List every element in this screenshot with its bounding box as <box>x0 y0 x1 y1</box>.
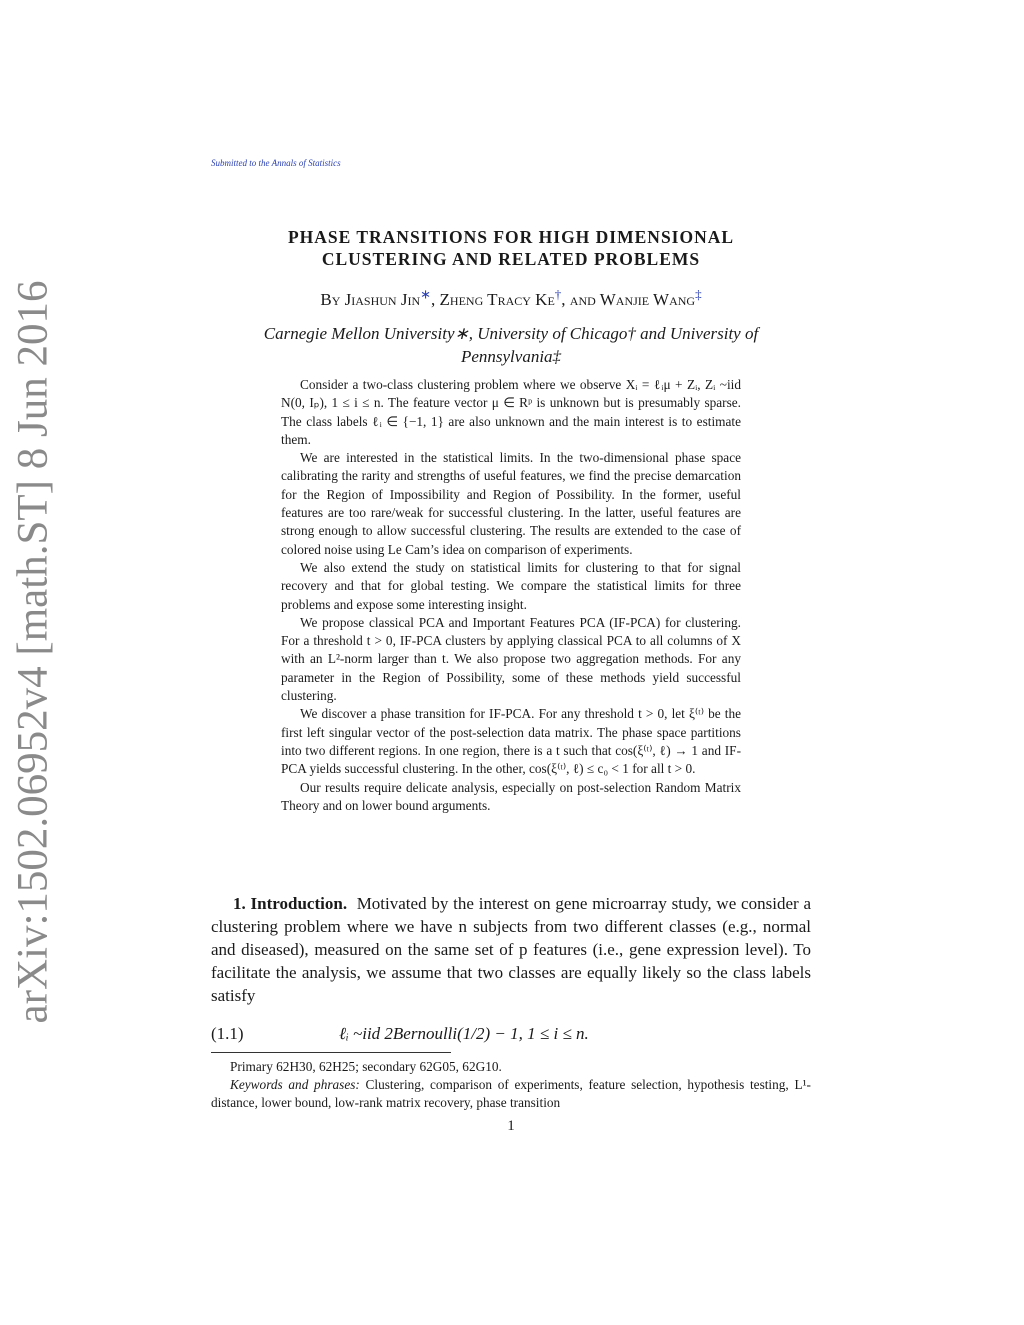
affiliations <box>205 322 817 368</box>
keywords-label: Keywords and phrases: <box>230 1077 360 1092</box>
equation-body: ℓᵢ ~iid 2Bernoulli(1/2) − 1, 1 ≤ i ≤ n. <box>339 1024 589 1043</box>
author-separator-1: , <box>431 290 440 309</box>
introduction-text: Motivated by the interest on gene microarray study, we consider a clustering problem where we have n subjects from two different classes (e.g., normal and diseased), measured on the same set of p features (i.e., gene expression level). To facilitate the analysis, we assume that two classes are equally likely so the class labels satisfy <box>211 894 811 1005</box>
author-list <box>205 286 817 310</box>
introduction-section <box>211 892 811 1007</box>
keywords-text: Clustering, comparison of experiments, feature selection, hypothesis testing, L¹-distance, lower bound, low-rank matrix recovery, phase transition <box>211 1077 811 1110</box>
author-jin: Jiashun Jin <box>344 290 421 309</box>
by-label: By <box>320 290 341 309</box>
abstract-paragraph: Our results require delicate analysis, especially on post-selection Random Matrix Theory and on lower bound arguments. <box>281 779 741 813</box>
paper-title <box>205 226 817 270</box>
footnote-rule <box>211 1052 451 1053</box>
author-mark-1[interactable]: ∗ <box>420 286 432 302</box>
abstract-paragraph: Consider a two-class clustering problem where we observe Xᵢ = ℓᵢμ + Zᵢ, Zᵢ ~iid N(0, Iₚ), 1 ≤ i ≤ n. The feature vector μ ∈ Rᵖ is unknown but is presumably sparse. The class labels ℓᵢ ∈ {−1, 1} are also unknown and the main interest is to estimate them. <box>281 377 741 447</box>
equation-number: (1.1) <box>211 1024 244 1043</box>
title-line-2: CLUSTERING AND RELATED PROBLEMS <box>321 249 701 269</box>
affiliation-line-1: Carnegie Mellon University∗, University of Chicago† and University of <box>263 324 759 343</box>
abstract-paragraph: We propose classical PCA and Important Features PCA (IF-PCA) for clustering. For a threshold t > 0, IF-PCA clusters by applying classical PCA to all columns of X with an L²-norm larger than t. We also propose two aggregation methods. For any parameter in the Region of Possibility, some of these methods yield successful clustering. <box>281 614 741 704</box>
classification-footnote: Primary 62H30, 62H25; secondary 62G05, 62G10. <box>230 1059 502 1074</box>
footnotes <box>211 1058 811 1112</box>
abstract-paragraph: We also extend the study on statistical limits for clustering to that for signal recovery and that for global testing. We compare the statistical limits for three problems and expose some interesting insight. <box>281 559 741 612</box>
author-ke: Zheng Tracy Ke <box>439 290 555 309</box>
author-separator-2: , and <box>561 290 600 309</box>
abstract-paragraph: We discover a phase transition for IF-PCA. For any threshold t > 0, let ξ⁽ᵗ⁾ be the first left singular vector of the post-selection data matrix. The phase space partitions into two different regions. In one region, there is a t such that cos(ξ⁽ᵗ⁾, ℓ) → 1 and IF-PCA yields successful clustering. In the other, cos(ξ⁽ᵗ⁾, ℓ) ≤ c₀ < 1 for all t > 0. <box>281 706 741 777</box>
abstract-paragraph: We are interested in the statistical limits. In the two-dimensional phase space calibrating the rarity and strengths of useful features, we find the precise demarcation for the Region of Impossibility and Region of Possibility. In the former, useful features are too rare/weak for successful clustering. In the latter, useful features are strong enough to allow successful clustering. The results are extended to the case of colored noise using Le Cam’s idea on comparison of experiments. <box>281 450 741 557</box>
equation-1-1 <box>211 1020 811 1048</box>
keywords-footnote <box>211 1076 811 1112</box>
page-number: 1 <box>507 1118 515 1134</box>
author-wang: Wanjie Wang <box>599 290 696 309</box>
author-mark-3[interactable]: ‡ <box>695 286 702 302</box>
arxiv-side-stamp: arXiv:1502.06952v4 [math.ST] 8 Jun 2016 <box>9 280 57 1024</box>
title-line-1: PHASE TRANSITIONS FOR HIGH DIMENSIONAL <box>287 227 735 247</box>
author-mark-2[interactable]: † <box>554 286 562 302</box>
affiliation-line-2: Pennsylvania‡ <box>460 347 562 366</box>
introduction-paragraph <box>211 892 811 1007</box>
journal-header-note: Submitted to the Annals of Statistics <box>211 158 341 168</box>
abstract <box>281 376 741 815</box>
section-heading: 1. Introduction. <box>233 894 348 913</box>
